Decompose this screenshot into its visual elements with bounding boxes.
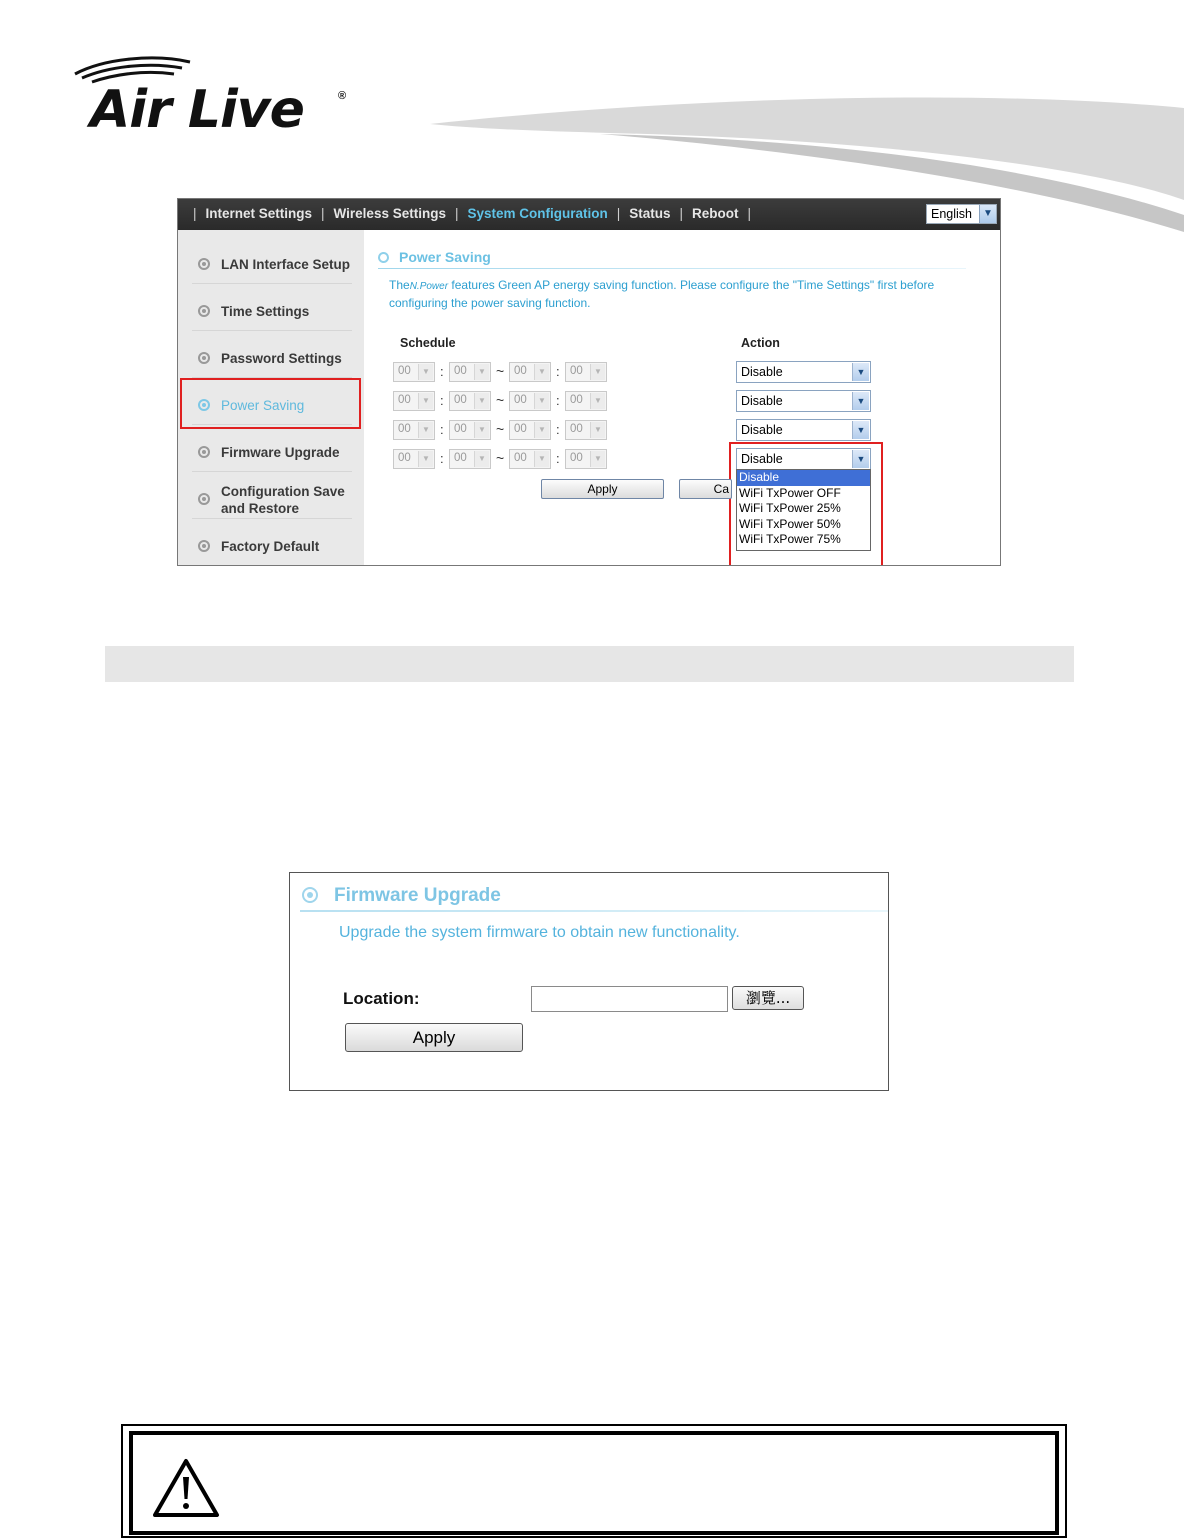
start-minute-select[interactable]: 00 ▼ [449, 391, 491, 411]
chevron-down-icon: ▼ [474, 393, 489, 409]
highlight-box-action-dropdown [729, 442, 883, 566]
airlive-logo [70, 52, 370, 142]
nav-reboot[interactable]: Reboot [692, 206, 739, 221]
action-header: Action [741, 336, 780, 350]
dropdown-option[interactable]: WiFi TxPower 50% [739, 516, 841, 531]
browse-button[interactable]: 瀏覽... [732, 986, 804, 1010]
chevron-down-icon: ▼ [474, 451, 489, 467]
dropdown-option[interactable]: WiFi TxPower OFF [739, 485, 841, 500]
bullet-icon [378, 252, 389, 263]
end-minute-select[interactable]: 00 ▼ [565, 391, 607, 411]
schedule-header: Schedule [400, 336, 456, 350]
sidebar-item-factory-default[interactable]: Factory Default [192, 520, 352, 566]
chevron-down-icon: ▼ [418, 451, 433, 467]
start-hour-select[interactable]: 00 ▼ [393, 420, 435, 440]
start-hour-select[interactable]: 00 ▼ [393, 449, 435, 469]
apply-button[interactable]: Apply [541, 479, 664, 499]
section-heading-bar [105, 646, 1074, 682]
chevron-down-icon: ▼ [590, 364, 605, 380]
chevron-down-icon: ▼ [852, 363, 869, 381]
sidebar-item-password-settings[interactable]: Password Settings [192, 332, 352, 378]
brand-npower: N.Power [409, 281, 449, 292]
firmware-upgrade-screenshot [289, 872, 889, 1091]
action-select-open[interactable]: Disable ▼ [736, 448, 871, 470]
chevron-down-icon: ▼ [534, 451, 549, 467]
bullet-icon [198, 258, 210, 270]
cancel-button[interactable]: Ca [679, 479, 732, 499]
bullet-icon [198, 493, 210, 505]
logo-text: Air Live [90, 80, 304, 140]
chevron-down-icon: ▼ [590, 451, 605, 467]
firmware-apply-button[interactable]: Apply [345, 1023, 523, 1052]
nav-wireless-settings[interactable]: Wireless Settings [333, 206, 446, 221]
action-select[interactable]: Disable ▼ [736, 390, 871, 412]
warning-box [121, 1424, 1067, 1538]
chevron-down-icon: ▼ [418, 393, 433, 409]
start-hour-select[interactable]: 00 ▼ [393, 391, 435, 411]
chevron-down-icon: ▼ [534, 393, 549, 409]
chevron-down-icon: ▼ [852, 421, 869, 439]
sidebar-item-time-settings[interactable]: Time Settings [192, 285, 352, 331]
start-minute-select[interactable]: 00 ▼ [449, 362, 491, 382]
location-file-input[interactable] [531, 986, 728, 1012]
highlight-box-power-saving [180, 378, 361, 429]
chevron-down-icon: ▼ [418, 422, 433, 438]
start-minute-select[interactable]: 00 ▼ [449, 449, 491, 469]
end-hour-select[interactable]: 00 ▼ [509, 362, 551, 382]
chevron-down-icon: ▼ [979, 205, 996, 223]
nav-system-configuration[interactable]: System Configuration [467, 206, 608, 221]
nav-status[interactable]: Status [629, 206, 671, 221]
end-minute-select[interactable]: 00 ▼ [565, 362, 607, 382]
action-select[interactable]: Disable ▼ [736, 419, 871, 441]
end-minute-select[interactable]: 00 ▼ [565, 420, 607, 440]
dropdown-option[interactable]: Disable [737, 470, 870, 486]
dropdown-option[interactable]: WiFi TxPower 25% [739, 501, 841, 516]
bullet-icon [198, 352, 210, 364]
page-description: TheN.Power features Green AP energy saving function. Please configure the "Time Settings" first before configuring the power saving function. [389, 278, 935, 310]
end-hour-select[interactable]: 00 ▼ [509, 449, 551, 469]
start-minute-select[interactable]: 00 ▼ [449, 420, 491, 440]
title-divider [378, 268, 966, 269]
bullet-icon [302, 887, 318, 903]
power-saving-screenshot: | Internet Settings | Wireless Settings | System Configuration | Status | Reboot | English ▼ LAN Interface Setup Time Settings Password Settings Power Saving Firmware Upgrade Configuration Save and Restore Factory Default Power Saving TheN.Power features Green AP energy saving function. Please configure the "Time Settings" first before configuring the power saving function. Schedule Action 00 ▼ : 00 ▼ ~ 00 ▼ : 00 ▼ 00 ▼ : 00 ▼ ~ 00 ▼ : 00 ▼ 00 ▼ : 00 ▼ ~ 00 ▼ : 00 ▼ 00 ▼ : 00 ▼ ~ 00 ▼ : 00 ▼ Disable ▼ Disable ▼ Disable ▼ Disable ▼ Disable WiFi TxPower OFF WiFi TxPower 25% WiFi TxPower 50% WiFi TxPower 75% Apply Ca [177, 198, 1001, 566]
end-hour-select[interactable]: 00 ▼ [509, 420, 551, 440]
chevron-down-icon: ▼ [590, 393, 605, 409]
language-value: English [931, 207, 972, 221]
warning-triangle-icon [151, 1457, 221, 1519]
sidebar-item-firmware-upgrade[interactable]: Firmware Upgrade [192, 426, 352, 472]
language-select[interactable] [926, 204, 997, 224]
location-label: Location: [343, 989, 420, 1008]
chevron-down-icon: ▼ [474, 422, 489, 438]
chevron-down-icon: ▼ [534, 422, 549, 438]
logo-registered-mark: ® [338, 90, 347, 102]
sidebar-item-lan-interface-setup[interactable]: LAN Interface Setup [192, 238, 352, 284]
top-nav: | Internet Settings | Wireless Settings | System Configuration | Status | Reboot | English ▼ [178, 199, 1000, 230]
chevron-down-icon: ▼ [534, 364, 549, 380]
nav-internet-settings[interactable]: Internet Settings [205, 206, 313, 221]
chevron-down-icon: ▼ [852, 392, 869, 410]
sidebar-item-configuration-save-restore[interactable]: Configuration Save and Restore [192, 473, 352, 519]
bullet-icon [198, 305, 210, 317]
end-hour-select[interactable]: 00 ▼ [509, 391, 551, 411]
chevron-down-icon: ▼ [474, 364, 489, 380]
start-hour-select[interactable]: 00 ▼ [393, 362, 435, 382]
end-minute-select[interactable]: 00 ▼ [565, 449, 607, 469]
action-select[interactable]: Disable ▼ [736, 361, 871, 383]
title-divider [300, 910, 889, 912]
chevron-down-icon: ▼ [590, 422, 605, 438]
bullet-icon [198, 540, 210, 552]
firmware-description: Upgrade the system firmware to obtain new functionality. [339, 924, 740, 941]
chevron-down-icon: ▼ [852, 450, 869, 468]
chevron-down-icon: ▼ [418, 364, 433, 380]
dropdown-option[interactable]: WiFi TxPower 75% [739, 532, 841, 547]
firmware-title: Firmware Upgrade [302, 885, 501, 907]
sidebar-item-power-saving[interactable]: Power Saving [192, 379, 352, 425]
bullet-icon [198, 446, 210, 458]
page-title: Power Saving [378, 249, 491, 265]
